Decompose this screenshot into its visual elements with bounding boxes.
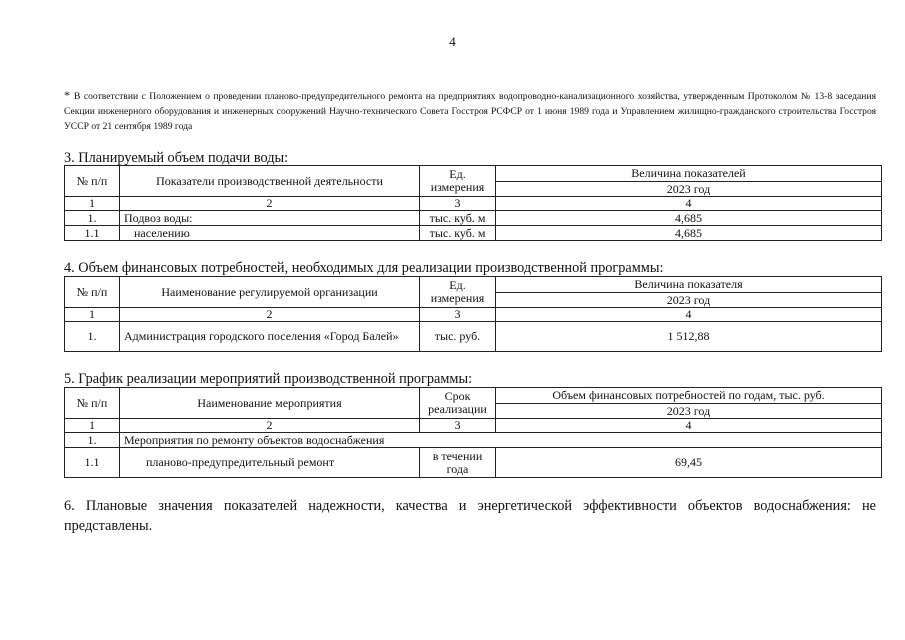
- row-num: 1.1: [65, 226, 120, 241]
- col-number: 2: [120, 419, 420, 433]
- header-value-group: Величина показателей: [496, 166, 882, 182]
- column-number-row: [65, 308, 882, 322]
- section-5-table: [64, 387, 882, 478]
- group-row: [65, 433, 882, 448]
- row-num: 1.: [65, 322, 120, 352]
- page-number: 4: [449, 34, 456, 49]
- col-number: 4: [496, 197, 882, 211]
- header-num: № п/п: [65, 277, 120, 308]
- header-name: Наименование регулируемой организации: [120, 277, 420, 308]
- footnote-text: В соответствии с Положением о проведении планово-предупредительного ремонта на предприятиях водопроводно-канализационного хозяйства, утвержденным Протоколом № 13-8 заседания Секции инженерного оборудования и инженерных сооружений Научно-технического Совета Госстроя РСФСР от 1 июня 1989 года и Управлением жилищно-гражданского строительства Госстроя УССР от 21 сентября 1989 года: [64, 91, 876, 132]
- row-name: населению: [120, 226, 420, 241]
- header-value-group: Объем финансовых потребностей по годам, тыс. руб.: [496, 388, 882, 404]
- row-num: 1.: [65, 211, 120, 226]
- header-name: Показатели производственной деятельности: [120, 166, 420, 197]
- row-unit: тыс. куб. м: [420, 226, 496, 241]
- header-num: № п/п: [65, 166, 120, 197]
- row-value: 69,45: [496, 448, 882, 478]
- table-row: [65, 211, 882, 226]
- col-number: 3: [420, 419, 496, 433]
- row-name: планово-предупредительный ремонт: [120, 448, 420, 478]
- header-name: Наименование мероприятия: [120, 388, 420, 419]
- col-number: 3: [420, 197, 496, 211]
- row-value: 4,685: [496, 211, 882, 226]
- section-5-title: 5. График реализации мероприятий производственной программы:: [64, 371, 473, 387]
- section-3-table: [64, 165, 882, 241]
- column-number-row: [65, 197, 882, 211]
- header-year: 2023 год: [496, 182, 882, 197]
- row-value: 1 512,88: [496, 322, 882, 352]
- row-value: 4,685: [496, 226, 882, 241]
- section-3-title: 3. Планируемый объем подачи воды:: [64, 150, 289, 166]
- footnote: [64, 88, 876, 134]
- header-value-group: Величина показателя: [496, 277, 882, 293]
- column-number-row: [65, 419, 882, 433]
- col-number: 4: [496, 419, 882, 433]
- table-row: [65, 226, 882, 241]
- header-unit: Ед. измерения: [420, 277, 496, 308]
- row-name: Подвоз воды:: [120, 211, 420, 226]
- section-4-title: 4. Объем финансовых потребностей, необходимых для реализации производственной программы:: [64, 260, 664, 276]
- row-name: Администрация городского поселения «Город Балей»: [120, 322, 420, 352]
- col-number: 2: [120, 308, 420, 322]
- row-unit: тыс. руб.: [420, 322, 496, 352]
- row-unit: тыс. куб. м: [420, 211, 496, 226]
- header-year: 2023 год: [496, 404, 882, 419]
- col-number: 1: [65, 197, 120, 211]
- table-row: [65, 448, 882, 478]
- col-number: 1: [65, 419, 120, 433]
- table-row: [65, 322, 882, 352]
- col-number: 3: [420, 308, 496, 322]
- row-term: в течении года: [420, 448, 496, 478]
- header-num: № п/п: [65, 388, 120, 419]
- header-year: 2023 год: [496, 293, 882, 308]
- col-number: 1: [65, 308, 120, 322]
- section-4-table: [64, 276, 882, 352]
- section-6-paragraph: 6. Плановые значения показателей надежности, качества и энергетической эффективности объектов водоснабжения: не представлены.: [64, 498, 876, 534]
- header-term: Срок реализации: [420, 388, 496, 419]
- row-num: 1.1: [65, 448, 120, 478]
- row-num: 1.: [65, 433, 120, 448]
- group-row-name: Мероприятия по ремонту объектов водоснабжения: [120, 433, 882, 448]
- header-unit: Ед. измерения: [420, 166, 496, 197]
- col-number: 2: [120, 197, 420, 211]
- footnote-marker: *: [64, 88, 70, 102]
- col-number: 4: [496, 308, 882, 322]
